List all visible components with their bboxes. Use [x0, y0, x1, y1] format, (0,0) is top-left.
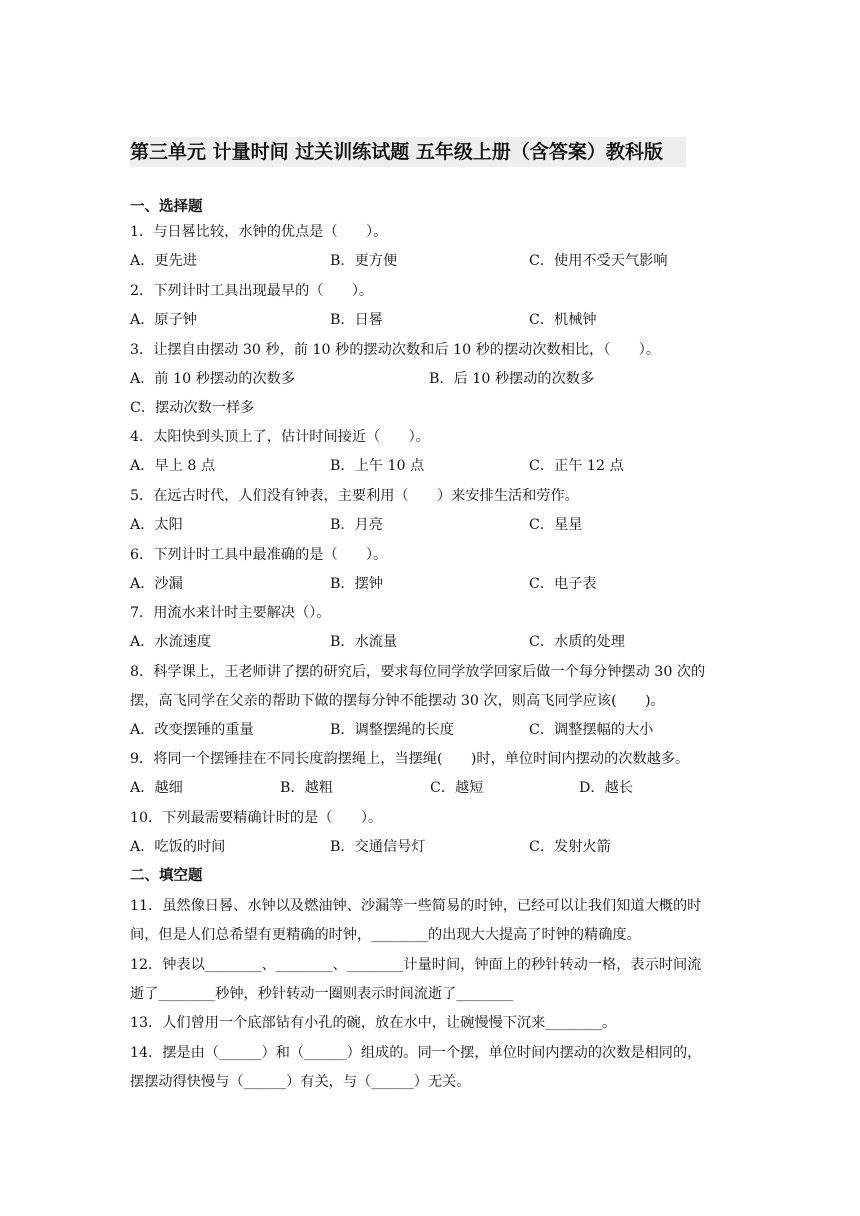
- q1-option-b: B．更方便: [330, 253, 398, 269]
- q6-option-b: B．摆钟: [330, 576, 383, 592]
- q1-option-c: C．使用不受天气影响: [529, 253, 668, 269]
- fill-line-3: 12．钟表以________、________、________计量时间，钟面上的秒针转动一格，表示时间流: [130, 957, 702, 973]
- q2-option-c: C．机械钟: [529, 312, 597, 328]
- question-2-stem: 2．下列计时工具出现最早的（ ）。: [130, 283, 374, 299]
- q5-option-a: A．太阳: [130, 517, 183, 533]
- q2-option-a: A．原子钟: [130, 312, 197, 328]
- question-6-stem: 6．下列计时工具中最准确的是（ ）。: [130, 547, 388, 563]
- q10-option-b: B．交通信号灯: [330, 839, 426, 855]
- fill-line-7: 摆摆动得快慢与（______）有关，与（______）无关。: [130, 1074, 471, 1090]
- q9-option-a: A．越细: [130, 780, 183, 796]
- question-5-stem: 5．在远古时代，人们没有钟表，主要利用（ ）来安排生活和劳作。: [130, 488, 579, 504]
- question-9-stem: 9．将同一个摆锤挂在不同长度韵摆绳上，当摆绳( )时，单位时间内摆动的次数越多。: [130, 751, 690, 767]
- fill-line-1: 11．虽然像日晷、水钟以及燃油钟、沙漏等一些简易的时钟，已经可以让我们知道大概的时: [130, 898, 702, 914]
- fill-line-5: 13．人们曾用一个底部钻有小孔的碗，放在水中，让碗慢慢下沉来________。: [130, 1015, 617, 1031]
- fill-line-4: 逝了________秒钟，秒针转动一圈则表示时间流逝了________: [130, 986, 514, 1002]
- q1-option-a: A．更先进: [130, 253, 197, 269]
- q3-option-a: A．前 10 秒摆动的次数多: [130, 371, 296, 387]
- q9-option-d: D．越长: [579, 780, 633, 796]
- question-1-stem: 1．与日晷比较，水钟的优点是（ ）。: [130, 224, 388, 240]
- q3-option-c: C．摆动次数一样多: [130, 400, 255, 416]
- q10-option-c: C．发射火箭: [529, 839, 611, 855]
- q5-option-b: B．月亮: [330, 517, 383, 533]
- q8-option-a: A．改变摆锤的重量: [130, 722, 254, 738]
- fill-line-2: 间，但是人们总希望有更精确的时钟，________的出现大大提高了时钟的精确度。: [130, 927, 641, 943]
- q7-option-c: C．水质的处理: [529, 634, 625, 650]
- section-heading-fill-blank: 二、填空题: [130, 868, 203, 884]
- question-3-stem: 3．让摆自由摆动 30 秒，前 10 秒的摆动次数和后 10 秒的摆动次数相比，（ ）。: [130, 342, 661, 358]
- q4-option-c: C．正午 12 点: [529, 458, 624, 474]
- question-4-stem: 4．太阳快到头顶上了，估计时间接近（ ）。: [130, 429, 430, 445]
- q9-option-b: B．越粗: [280, 780, 333, 796]
- fill-line-6: 14．摆是由（______）和（______）组成的。同一个摆，单位时间内摆动的次数是相同的，: [130, 1045, 702, 1061]
- q4-option-b: B．上午 10 点: [330, 458, 425, 474]
- section-heading-choice: 一、选择题: [130, 199, 203, 215]
- q9-option-c: C．越短: [430, 780, 484, 796]
- q8-option-b: B．调整摆绳的长度: [330, 722, 454, 738]
- q6-option-a: A．沙漏: [130, 576, 183, 592]
- question-7-stem: 7．用流水来计时主要解决（）。: [130, 605, 331, 621]
- q4-option-a: A．早上 8 点: [130, 458, 216, 474]
- q7-option-a: A．水流速度: [130, 634, 212, 650]
- q5-option-c: C．星星: [529, 517, 583, 533]
- question-8-stem-continued: 摆，高飞同学在父亲的帮助下做的摆每分钟不能摆动 30 次，则高飞同学应该( )。: [130, 693, 665, 709]
- q8-option-c: C．调整摆幅的大小: [529, 722, 654, 738]
- q7-option-b: B．水流量: [330, 634, 398, 650]
- question-10-stem: 10．下列最需要精确计时的是（ ）。: [130, 810, 383, 826]
- q6-option-c: C．电子表: [529, 576, 597, 592]
- q2-option-b: B．日晷: [330, 312, 383, 328]
- page-title: 第三单元 计量时间 过关训练试题 五年级上册（含答案）教科版: [130, 137, 686, 167]
- q10-option-a: A．吃饭的时间: [130, 839, 226, 855]
- q3-option-b: B．后 10 秒摆动的次数多: [429, 371, 595, 387]
- question-8-stem: 8．科学课上，王老师讲了摆的研究后，要求每位同学放学回家后做一个每分钟摆动 30 次的: [130, 664, 706, 680]
